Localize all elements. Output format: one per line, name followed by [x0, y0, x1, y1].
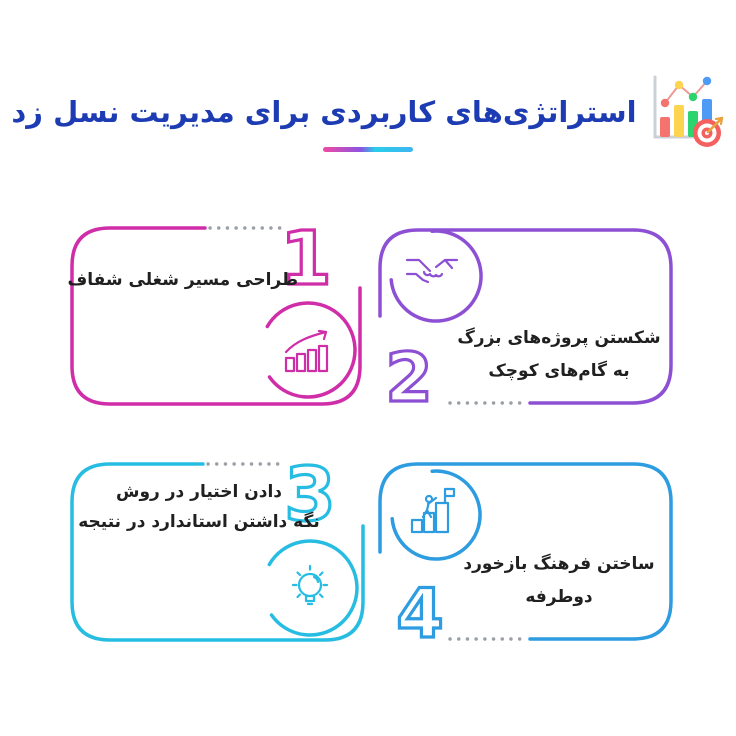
step-number: 1 — [280, 216, 332, 302]
card-title — [452, 548, 666, 614]
header — [0, 70, 736, 154]
card-step-1 — [67, 216, 362, 406]
card-title — [452, 322, 666, 388]
icon-circle-arc — [269, 541, 357, 635]
card-title-line: دوطرفه — [525, 587, 593, 607]
card-step-3 — [70, 452, 365, 642]
card-title — [67, 270, 298, 290]
page-title: استراتژی‌های کاربردی برای مدیریت نسل زد — [11, 95, 637, 129]
stairs-flag-icon — [412, 489, 454, 532]
card-title-line: شکستن پروژه‌های بزرگ — [457, 328, 661, 348]
step-number: 2 — [385, 339, 433, 418]
card-title-line: نگه داشتن استاندارد در نتیجه — [78, 512, 320, 532]
step-number: 3 — [284, 452, 336, 538]
card-title-line: به گام‌های کوچک — [488, 361, 630, 381]
card-title-line: دادن اختیار در روش — [116, 482, 282, 502]
step-number: 4 — [396, 575, 444, 654]
title-gradient-divider — [323, 147, 413, 152]
chart-target-icon — [647, 71, 725, 153]
card-title — [74, 477, 324, 537]
card-title-line: ساختن فرهنگ بازخورد — [463, 554, 655, 574]
card-step-4 — [378, 462, 673, 654]
lightbulb-icon — [293, 566, 327, 604]
handshake-icon — [407, 260, 457, 282]
card-step-2 — [378, 228, 673, 418]
card-title-line: طراحی مسیر شغلی شفاف — [67, 270, 298, 290]
growth-chart-icon — [286, 331, 327, 371]
